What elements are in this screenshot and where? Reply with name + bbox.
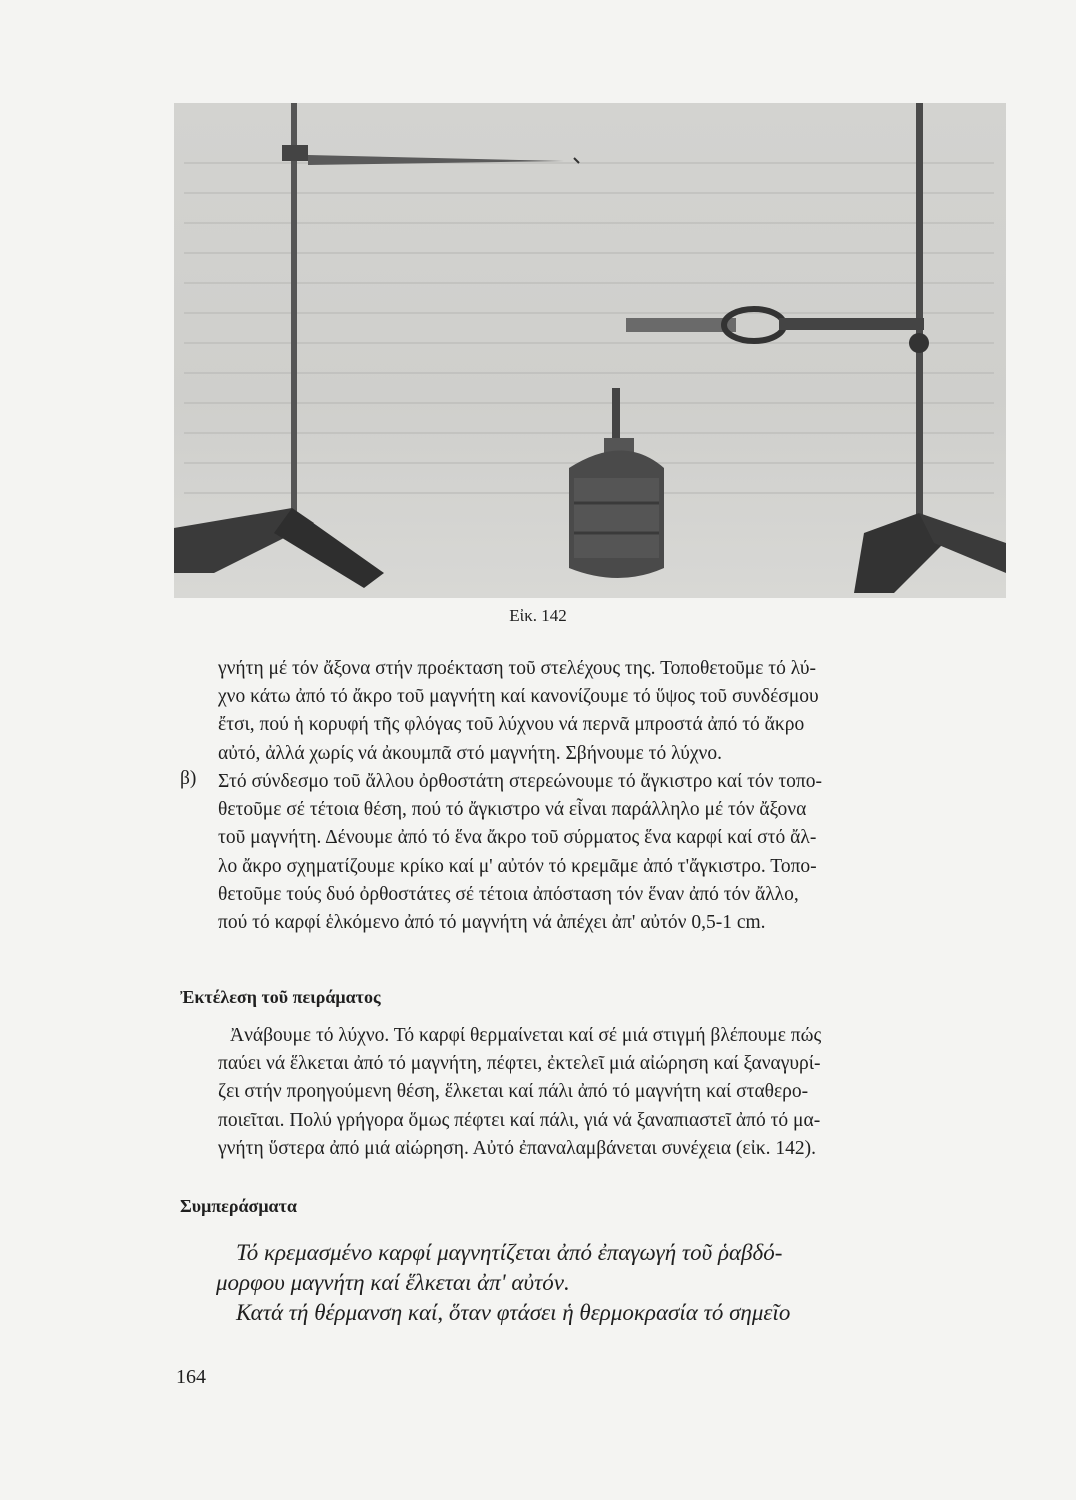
text-line: θετοῦμε σέ τέτοια θέση, πού τό ἄγκιστρο νά εἶναι παράλληλο μέ τόν ἄξονα [218, 799, 807, 821]
text-line: λο ἄκρο σχηματίζουμε κρίκο καί μ' αὐτόν τό κρεμᾶμε ἀπό τ'ἄγκιστρο. Τοπο- [218, 855, 817, 877]
text-line: μορφου μαγνήτη καί ἕλκεται ἀπ' αὐτόν. [216, 1270, 570, 1295]
text-line: ἔτσι, πού ἡ κορυφή τῆς φλόγας τοῦ λύχνου νά περνᾶ μπροστά ἀπό τό ἄκρο [218, 714, 805, 736]
text-line: Ἀνάβουμε τό λύχνο. Τό καρφί θερμαίνεται καί σέ μιά στιγμή βλέπουμε πώς [230, 1025, 822, 1046]
text-line: Στό σύνδεσμο τοῦ ἄλλου ὀρθοστάτη στερεώνουμε τό ἄγκιστρο καί τόν τοπο- [218, 771, 823, 792]
text-line: τοῦ μαγνήτη. Δένουμε ἀπό τό ἕνα ἄκρο τοῦ σύρματος ἕνα καρφί καί στό ἄλ- [218, 827, 817, 849]
conclusions-paragraph [216, 1238, 791, 1328]
text-line: αὐτό, ἀλλά χωρίς νά ἀκουμπᾶ στό μαγνήτη. Σβήνουμε τό λύχνο. [218, 742, 722, 764]
figure-caption: Εἰκ. 142 [509, 606, 567, 625]
execution-paragraph [218, 1022, 1006, 1163]
text-line: πού τό καρφί ἑλκόμενο ἀπό τό μαγνήτη νά ἀπέχει ἀπ' αὐτόν 0,5-1 cm. [218, 912, 766, 934]
experiment-photo [174, 103, 1006, 598]
conclusions-heading: Συμπεράσματα [180, 1196, 297, 1216]
intro-paragraph [218, 655, 1006, 768]
text-line: ζει στήν προηγούμενη θέση, ἕλκεται καί πάλι ἀπό τό μαγνήτη καί σταθερο- [218, 1081, 809, 1103]
text-line: Τό κρεμασμένο καρφί μαγνητίζεται ἀπό ἐπαγωγή τοῦ ῥαβδό- [236, 1240, 783, 1265]
execution-heading: Ἐκτέλεση τοῦ πειράματος [180, 987, 381, 1007]
text-line: γνήτη μέ τόν ἄξονα στήν προέκταση τοῦ στελέχους της. Τοποθετοῦμε τό λύ- [218, 658, 816, 679]
text-line: θετοῦμε τούς δυό ὀρθοστάτες σέ τέτοια ἀπόσταση τόν ἕναν ἀπό τόν ἄλλο, [218, 883, 799, 905]
page-number: 164 [176, 1366, 206, 1388]
text-line: Κατά τή θέρμανση καί, ὅταν φτάσει ἡ θερμοκρασία τό σημεῖο [236, 1300, 791, 1325]
experiment-photo-drawing [174, 103, 1006, 598]
text-line: γνήτη ὕστερα ἀπό μιά αἰώρηση. Αὐτό ἐπαναλαμβάνεται συνέχεια (εἰκ. 142). [218, 1137, 817, 1159]
text-line: ποιεῖται. Πολύ γρήγορα ὅμως πέφτει καί πάλι, γιά νά ξαναπιαστεῖ ἀπό τό μα- [218, 1109, 821, 1131]
step-beta-paragraph [218, 768, 1006, 937]
text-line: χνο κάτω ἀπό τό ἄκρο τοῦ μαγνήτη καί κανονίζουμε τό ὕψος τοῦ συνδέσμου [218, 686, 819, 708]
text-line: παύει νά ἕλκεται ἀπό τό μαγνήτη, πέφτει, ἐκτελεῖ μιά αἰώρηση καί ξαναγυρί- [218, 1053, 821, 1075]
step-marker: β) [180, 768, 197, 789]
